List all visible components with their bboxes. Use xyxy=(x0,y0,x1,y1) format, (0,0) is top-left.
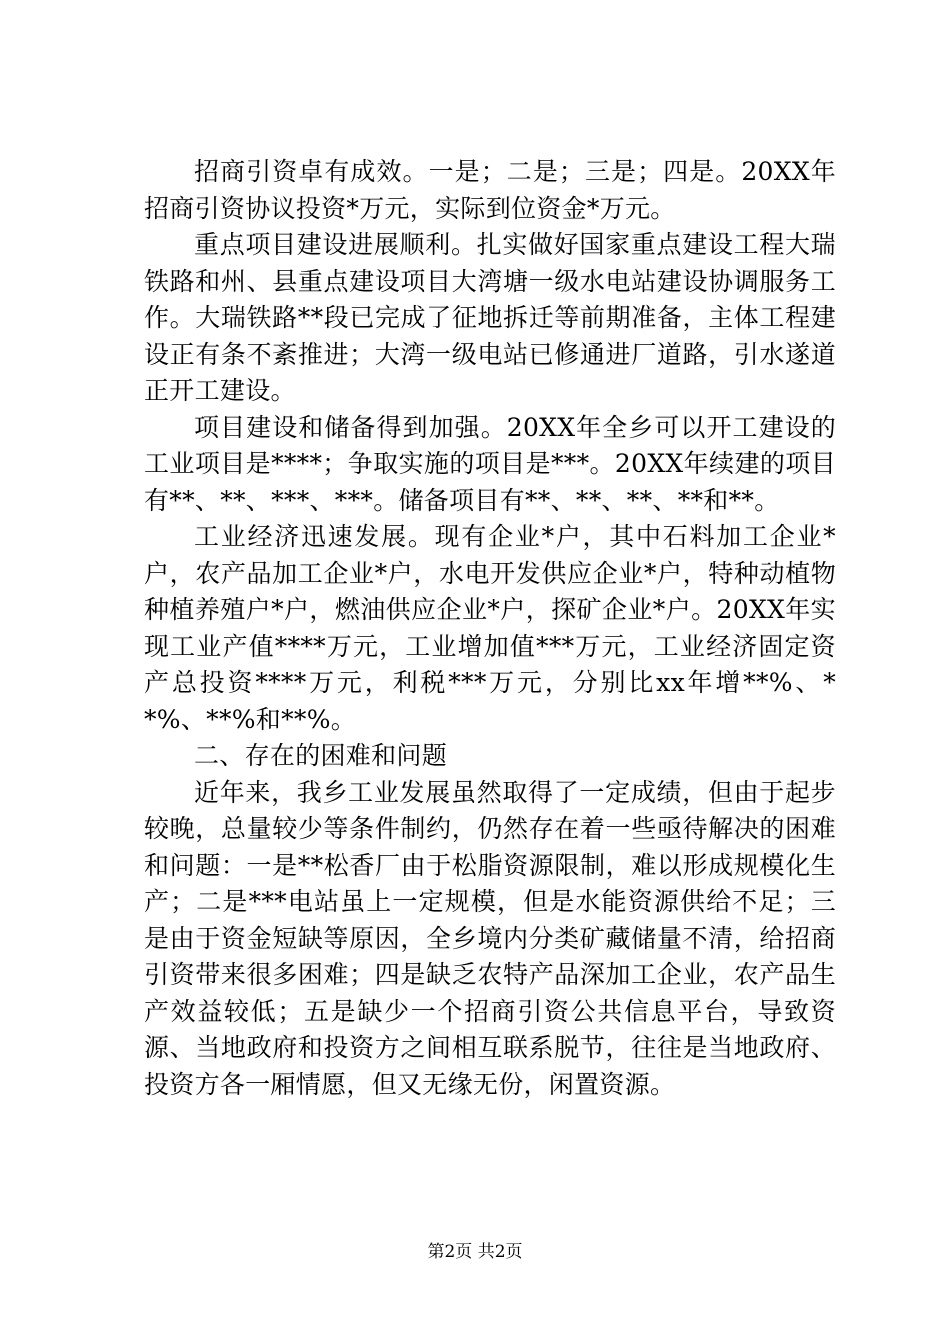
page-footer: 第2页 共2页 xyxy=(427,1242,523,1262)
paragraph-key-projects: 重点项目建设进展顺利。扎实做好国家重点建设工程大瑞铁路和州、县重点建设项目大湾塘一级水电站建设协调服务工作。大瑞铁路**段已完成了征地拆迁等前期准备，主体工程建设正有条不紊推进；大湾一级电站已修通进厂道路，引水遂道正开工建设。 xyxy=(144,230,836,405)
paragraph-problems: 近年来，我乡工业发展虽然取得了一定成绩，但由于起步较晚，总量较少等条件制约，仍然存在着一些亟待解决的困难和问题：一是**松香厂由于松脂资源限制，难以形成规模化生产；二是***电站虽上一定规模，但是水能资源供给不足；三是由于资金短缺等原因，全乡境内分类矿藏储量不清，给招商引资带来很多困难；四是缺乏农特产品深加工企业，农产品生产效益较低；五是缺少一个招商引资公共信息平台，导致资源、当地政府和投资方之间相互联系脱节，往往是当地政府、投资方各一厢情愿，但又无缘无份，闲置资源。 xyxy=(144,777,836,1099)
paragraph-industrial-economy: 工业经济迅速发展。现有企业*户，其中石料加工企业*户，农产品加工企业*户，水电开发供应企业*户，特种动植物种植养殖户*户，燃油供应企业*户，探矿企业*户。20XX年实现工业产值****万元，工业增加值***万元，工业经济固定资产总投资****万元，利税***万元，分别比xx年增**%、**%、**%和**%。 xyxy=(144,522,836,734)
paragraph-project-reserve: 项目建设和储备得到加强。20XX年全乡可以开工建设的工业项目是****；争取实施的项目是***。20XX年续建的项目有**、**、***、***。储备项目有**、**、**、**和**。 xyxy=(144,412,836,515)
section-heading-problems: 二、存在的困难和问题 xyxy=(194,741,448,770)
paragraph-investment: 招商引资卓有成效。一是；二是；三是；四是。20XX年招商引资协议投资*万元，实际到位资金*万元。 xyxy=(144,157,836,223)
document-body xyxy=(144,154,836,1103)
